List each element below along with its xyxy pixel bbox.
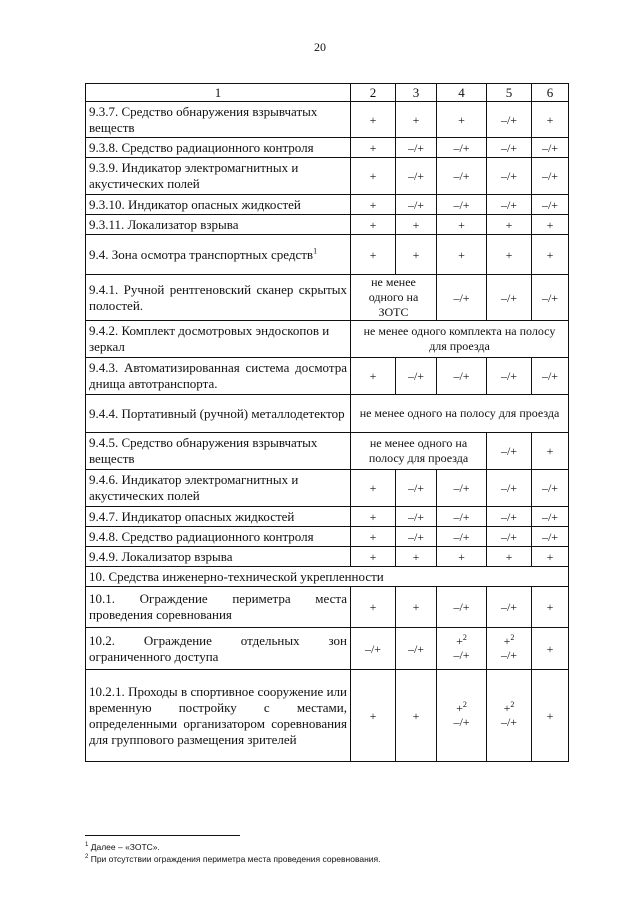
footnote-ref: 2	[510, 700, 515, 709]
row-mark: –/+	[437, 158, 487, 195]
row-mark: –/+	[532, 158, 569, 195]
row-mark: +	[351, 138, 396, 158]
equipment-table	[85, 83, 569, 762]
row-mark: –/+	[396, 138, 437, 158]
row-mark: –/+	[437, 587, 487, 628]
row-mark: +	[351, 670, 396, 762]
footnote-text: Далее – «ЗОТС».	[90, 842, 160, 852]
row-mark: –/+	[351, 628, 396, 670]
column-header: 4	[437, 84, 487, 102]
table-row	[86, 235, 569, 275]
row-mark: –/+	[396, 628, 437, 670]
row-mark: +	[351, 527, 396, 547]
row-mark: +	[456, 701, 463, 715]
table-row	[86, 507, 569, 527]
row-mark: –/+	[437, 275, 487, 321]
row-mark: +	[487, 547, 532, 567]
row-mark: –/+	[487, 470, 532, 507]
row-mark: +	[532, 628, 569, 670]
row-mark: +	[503, 701, 511, 715]
row-mark: +	[437, 102, 487, 138]
row-name: 9.4.6. Индикатор электромагнитных и акустических полей	[86, 470, 351, 507]
row-name: 9.3.7. Средство обнаружения взрывчатых веществ	[86, 102, 351, 138]
footnote-ref: 2	[510, 633, 515, 642]
section-row	[86, 567, 569, 587]
row-mark: –/+	[437, 527, 487, 547]
column-header: 5	[487, 84, 532, 102]
row-mark: –/+	[453, 648, 470, 662]
table-row	[86, 470, 569, 507]
row-mark: +	[396, 587, 437, 628]
footnote-mark: 1	[85, 842, 89, 849]
row-mark: +	[396, 235, 437, 275]
row-mark: –/+	[532, 195, 569, 215]
row-mark: –/+	[396, 195, 437, 215]
row-mark: +	[437, 547, 487, 567]
row-mark: +	[351, 102, 396, 138]
table-row	[86, 670, 569, 762]
row-mark: –/+	[500, 715, 518, 729]
row-name: 9.4.3. Автоматизированная система досмотра днища автотранспорта.	[86, 358, 351, 395]
column-header: 3	[396, 84, 437, 102]
row-mark: –/+	[532, 138, 569, 158]
table-header-row	[86, 84, 569, 102]
row-mark-stack	[437, 670, 487, 762]
column-header: 1	[86, 84, 351, 102]
row-mark-span: не менее одного на ЗОТС	[351, 275, 437, 321]
row-mark: –/+	[487, 138, 532, 158]
table-row	[86, 433, 569, 470]
row-mark: –/+	[487, 433, 532, 470]
row-mark: +	[351, 470, 396, 507]
row-mark: +	[532, 102, 569, 138]
row-mark: +	[396, 547, 437, 567]
row-mark: +	[351, 358, 396, 395]
row-name: 9.3.8. Средство радиационного контроля	[86, 138, 351, 158]
table-row	[86, 628, 569, 670]
row-mark: –/+	[437, 138, 487, 158]
footnote-mark: 2	[85, 854, 89, 861]
row-mark: –/+	[437, 470, 487, 507]
row-mark: +	[437, 235, 487, 275]
row-name	[86, 235, 351, 275]
row-mark: –/+	[396, 527, 437, 547]
table-row	[86, 138, 569, 158]
row-mark: +	[503, 634, 511, 648]
section-heading: 10. Средства инженерно-технической укрепленности	[86, 567, 569, 587]
row-mark: –/+	[487, 158, 532, 195]
row-mark: –/+	[396, 470, 437, 507]
row-mark-stack	[487, 628, 532, 670]
column-header: 6	[532, 84, 569, 102]
row-name: 9.4.9. Локализатор взрыва	[86, 547, 351, 567]
row-name: 9.3.9. Индикатор электромагнитных и акустических полей	[86, 158, 351, 195]
footnotes	[85, 841, 381, 865]
row-mark: +	[487, 215, 532, 235]
row-mark: +	[351, 235, 396, 275]
row-mark: –/+	[532, 507, 569, 527]
row-mark: +	[351, 547, 396, 567]
row-mark: +	[487, 235, 532, 275]
row-mark: +	[532, 670, 569, 762]
row-mark: –/+	[487, 527, 532, 547]
row-mark: +	[351, 587, 396, 628]
row-name: 10.1. Ограждение периметра места проведения соревнования	[86, 587, 351, 628]
row-mark: –/+	[500, 648, 518, 662]
row-mark: +	[396, 670, 437, 762]
row-mark: –/+	[396, 158, 437, 195]
row-name: 10.2.1. Проходы в спортивное сооружение или временную постройку с местами, определенными организатором соревнования для группового размещения зрителей	[86, 670, 351, 762]
row-mark: –/+	[532, 470, 569, 507]
row-name: 9.4.4. Портативный (ручной) металлодетектор	[86, 395, 351, 433]
row-name: 9.3.11. Локализатор взрыва	[86, 215, 351, 235]
table-row	[86, 195, 569, 215]
row-mark: +	[396, 102, 437, 138]
table-row	[86, 587, 569, 628]
footnote	[85, 841, 381, 853]
row-name: 9.3.10. Индикатор опасных жидкостей	[86, 195, 351, 215]
row-mark: +	[532, 587, 569, 628]
row-mark: –/+	[532, 275, 569, 321]
row-mark: –/+	[437, 507, 487, 527]
row-mark: +	[437, 215, 487, 235]
row-mark-stack	[437, 628, 487, 670]
row-name-text: 9.4. Зона осмотра транспортных средств	[89, 246, 314, 262]
row-mark: +	[351, 195, 396, 215]
table-row	[86, 395, 569, 433]
table-row	[86, 275, 569, 321]
row-name: 9.4.5. Средство обнаружения взрывчатых веществ	[86, 433, 351, 470]
column-header: 2	[351, 84, 396, 102]
row-mark-span: не менее одного комплекта на полосу для проезда	[351, 321, 569, 358]
table-row	[86, 215, 569, 235]
table-row	[86, 321, 569, 358]
row-mark: +	[351, 158, 396, 195]
row-mark-span: не менее одного на полосу для проезда	[351, 433, 487, 470]
row-mark: –/+	[396, 507, 437, 527]
row-mark: +	[456, 634, 463, 648]
table-row	[86, 527, 569, 547]
row-mark: +	[532, 215, 569, 235]
row-name: 9.4.7. Индикатор опасных жидкостей	[86, 507, 351, 527]
row-name: 9.4.1. Ручной рентгеновский сканер скрытых полостей.	[86, 275, 351, 321]
row-mark: +	[532, 235, 569, 275]
row-mark: –/+	[487, 507, 532, 527]
row-mark-stack	[487, 670, 532, 762]
table-row	[86, 547, 569, 567]
row-mark: –/+	[532, 527, 569, 547]
row-name: 9.4.2. Комплект досмотровых эндоскопов и зеркал	[86, 321, 351, 358]
row-mark: –/+	[437, 195, 487, 215]
footnote-divider	[85, 835, 240, 836]
page-number: 20	[314, 40, 326, 54]
row-mark: –/+	[487, 358, 532, 395]
row-mark: +	[396, 215, 437, 235]
row-mark: –/+	[487, 587, 532, 628]
row-mark-span: не менее одного на полосу для проезда	[351, 395, 569, 433]
footnote-ref: 2	[462, 700, 467, 709]
row-mark: +	[532, 547, 569, 567]
row-mark: –/+	[453, 715, 470, 729]
table-row	[86, 158, 569, 195]
row-mark: –/+	[396, 358, 437, 395]
row-mark: –/+	[487, 102, 532, 138]
footnote	[85, 853, 381, 865]
row-name: 9.4.8. Средство радиационного контроля	[86, 527, 351, 547]
table-row	[86, 102, 569, 138]
row-mark: +	[532, 433, 569, 470]
row-mark: –/+	[532, 358, 569, 395]
footnote-text: При отсутствии ограждения периметра места проведения соревнования.	[90, 854, 381, 864]
footnote-ref: 1	[313, 246, 318, 256]
footnote-ref: 2	[462, 633, 467, 642]
row-mark: –/+	[487, 195, 532, 215]
row-mark: –/+	[487, 275, 532, 321]
row-name: 10.2. Ограждение отдельных зон ограниченного доступа	[86, 628, 351, 670]
row-mark: +	[351, 215, 396, 235]
row-mark: –/+	[437, 358, 487, 395]
table-row	[86, 358, 569, 395]
row-mark: +	[351, 507, 396, 527]
